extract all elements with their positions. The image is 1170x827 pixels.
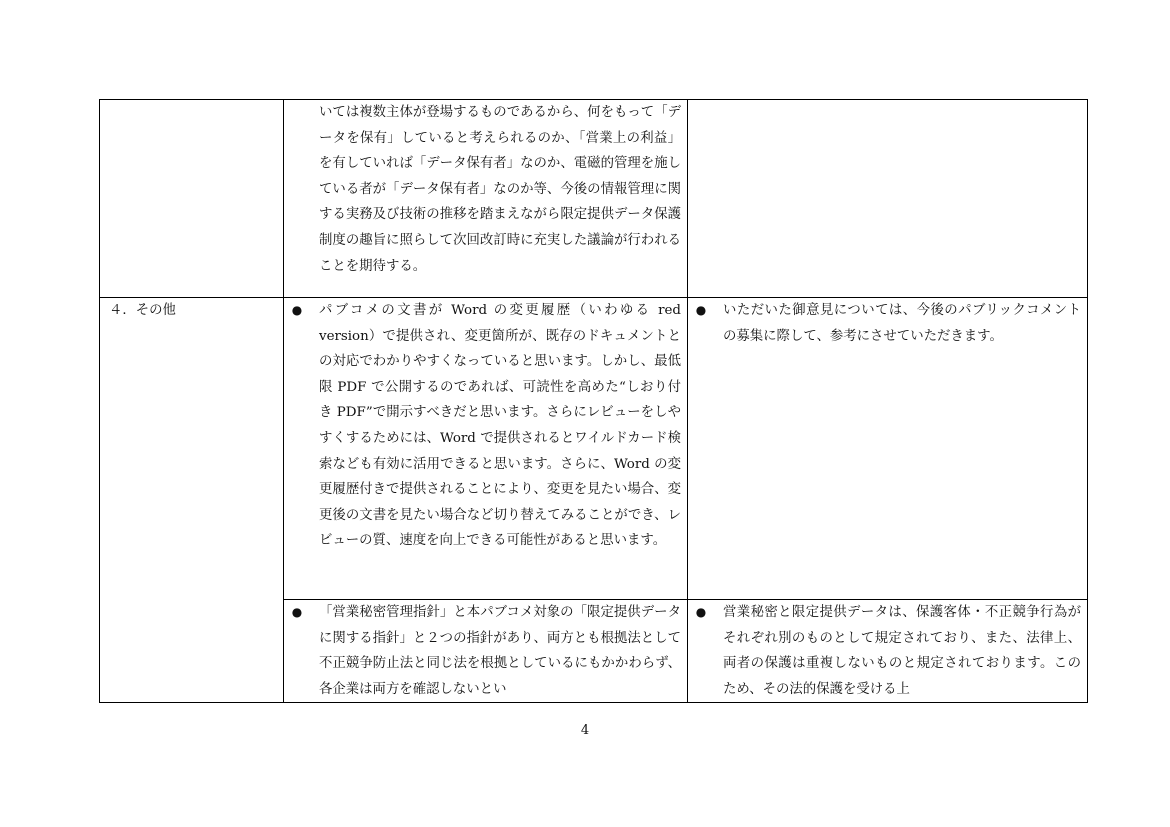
opinion-bullet-item [284,600,687,702]
response-cell [688,298,1088,600]
category-cell [100,100,284,298]
category-cell [100,298,284,703]
bullet-icon: ● [695,303,707,317]
table-row [100,100,1088,298]
bullet-icon: ● [291,303,303,317]
opinion-cell [284,100,688,298]
bullet-icon: ● [695,605,707,619]
table-row [100,298,1088,600]
comment-table [99,99,1088,703]
response-text: 営業秘密と限定提供データは、保護客体・不正競争行為がそれぞれ別のものとして規定されており、また、法律上、両者の保護は重複しないものと規定されております。このため、その法的保護を受ける上 [723,605,1081,697]
response-bullet-item [688,298,1087,349]
opinion-text: 「営業秘密管理指針」と本パブコメ対象の「限定提供データに関する指針」と２つの指針があり、両方とも根拠法として不正競争防止法と同じ法を根拠としているにもかかわらず、各企業は両方を確認しないとい [319,605,681,697]
bullet-icon: ● [291,605,303,619]
page-number: 4 [580,723,590,738]
response-text: いただいた御意見については、今後のパブリックコメントの募集に際して、参考にさせていただきます。 [723,303,1081,344]
response-cell [688,600,1088,703]
opinion-cell [284,298,688,600]
response-bullet-item [688,600,1087,702]
category-text: ４．その他 [109,303,176,318]
opinion-text: パブコメの文書が Word の変更履歴（いわゆる red version）で提供され、変更箇所が、既存のドキュメントとの対応でわかりやすくなっていると思います。しかし、最低限 PDF で公開するのであれば、可読性を高めた“しおり付き PDF”で開示すべきだと思います。さらにレビューをしやすくするためには、Word で提供されるとワイルドカード検索なども有効に活用できると思います。さらに、Word の変更履歴付きで提供されることにより、変更を見たい場合、変更後の文書を見たい場合など切り替えてみることができ、レビューの質、速度を向上できる可能性があると思います。 [319,303,681,549]
opinion-bullet-item [284,298,687,554]
response-cell [688,100,1088,298]
opinion-text: いては複数主体が登場するものであるから、何をもって「データを保有」していると考えられるのか、「営業上の利益」を有していれば「データ保有者」なのか、電磁的管理を施している者が「データ保有者」なのか等、今後の情報管理に関する実務及び技術の推移を踏まえながら限定提供データ保護制度の趣旨に照らして次回改訂時に充実した議論が行われることを期待する。 [319,105,681,274]
opinion-cell [284,600,688,703]
